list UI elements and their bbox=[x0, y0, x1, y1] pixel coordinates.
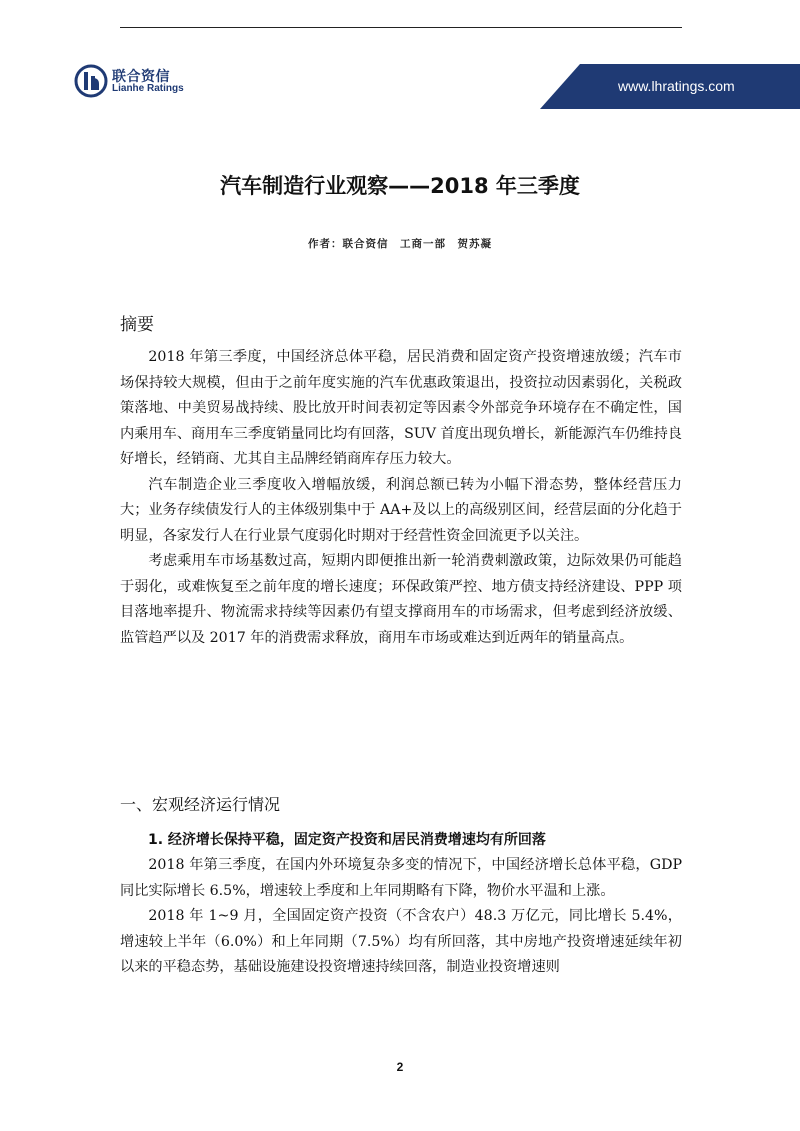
website-banner bbox=[540, 64, 800, 109]
abstract-paragraph: 考虑乘用车市场基数过高，短期内即便推出新一轮消费刺激政策，边际效果仍可能趋于弱化，或难恢复至之前年度的增长速度；环保政策严控、地方债支持经济建设、PPP 项目落地率提升、物流需求持续等因素仍有望支撑商用车的市场需求，但考虑到经济放缓、监管趋严以及 2017 年的消费需求释放，商用车市场或难达到近两年的销量高点。 bbox=[120, 553, 682, 646]
section-heading: 一、宏观经济运行情况 bbox=[120, 795, 281, 814]
author-line: 作者：联合资信 工商一部 贺苏凝 bbox=[308, 238, 492, 250]
abstract-body bbox=[120, 345, 682, 651]
section-body bbox=[120, 853, 682, 981]
logo-chinese-name: 联合资信 bbox=[112, 69, 170, 85]
abstract-paragraph: 2018 年第三季度，中国经济总体平稳，居民消费和固定资产投资增速放缓；汽车市场保持较大规模，但由于之前年度实施的汽车优惠政策退出，投资拉动因素弱化，关税政策落地、中美贸易战持续、股比放开时间表初定等因素令外部竞争环境存在不确定性，国内乘用车、商用车三季度销量同比均有回落，SUV 首度出现负增长，新能源汽车仍维持良好增长，经销商、尤其自主品牌经销商库存压力较大。 bbox=[120, 349, 682, 467]
website-url[interactable]: www.lhratings.com bbox=[618, 78, 735, 94]
page-number: 2 bbox=[396, 1060, 404, 1074]
abstract-heading: 摘要 bbox=[120, 315, 154, 335]
section-paragraph: 2018 年第三季度，在国内外环境复杂多变的情况下，中国经济增长总体平稳，GDP 同比实际增长 6.5%，增速较上季度和上年同期略有下降，物价水平温和上涨。 bbox=[120, 857, 682, 899]
document-title: 汽车制造行业观察——2018 年三季度 bbox=[220, 174, 580, 198]
lianhe-logo bbox=[74, 64, 194, 100]
abstract-paragraph: 汽车制造企业三季度收入增幅放缓，利润总额已转为小幅下滑态势，整体经营压力大；业务存续债发行人的主体级别集中于 AA+及以上的高级别区间，经营层面的分化趋于明显，各家发行人在行业景气度弱化时期对于经营性资金回流更予以关注。 bbox=[120, 476, 682, 544]
subsection-heading: 1. 经济增长保持平稳，固定资产投资和居民消费增速均有所回落 bbox=[148, 832, 546, 848]
lianhe-logo-icon bbox=[74, 64, 108, 98]
section-paragraph: 2018 年 1~9 月，全国固定资产投资（不含农户）48.3 万亿元，同比增长 5.4%，增速较上半年（6.0%）和上年同期（7.5%）均有所回落，其中房地产投资增速延续年初以来的平稳态势，基础设施建设投资增速持续回落，制造业投资增速则 bbox=[120, 908, 682, 975]
logo-english-name: Lianhe Ratings bbox=[112, 83, 184, 94]
header-rule bbox=[120, 27, 682, 28]
